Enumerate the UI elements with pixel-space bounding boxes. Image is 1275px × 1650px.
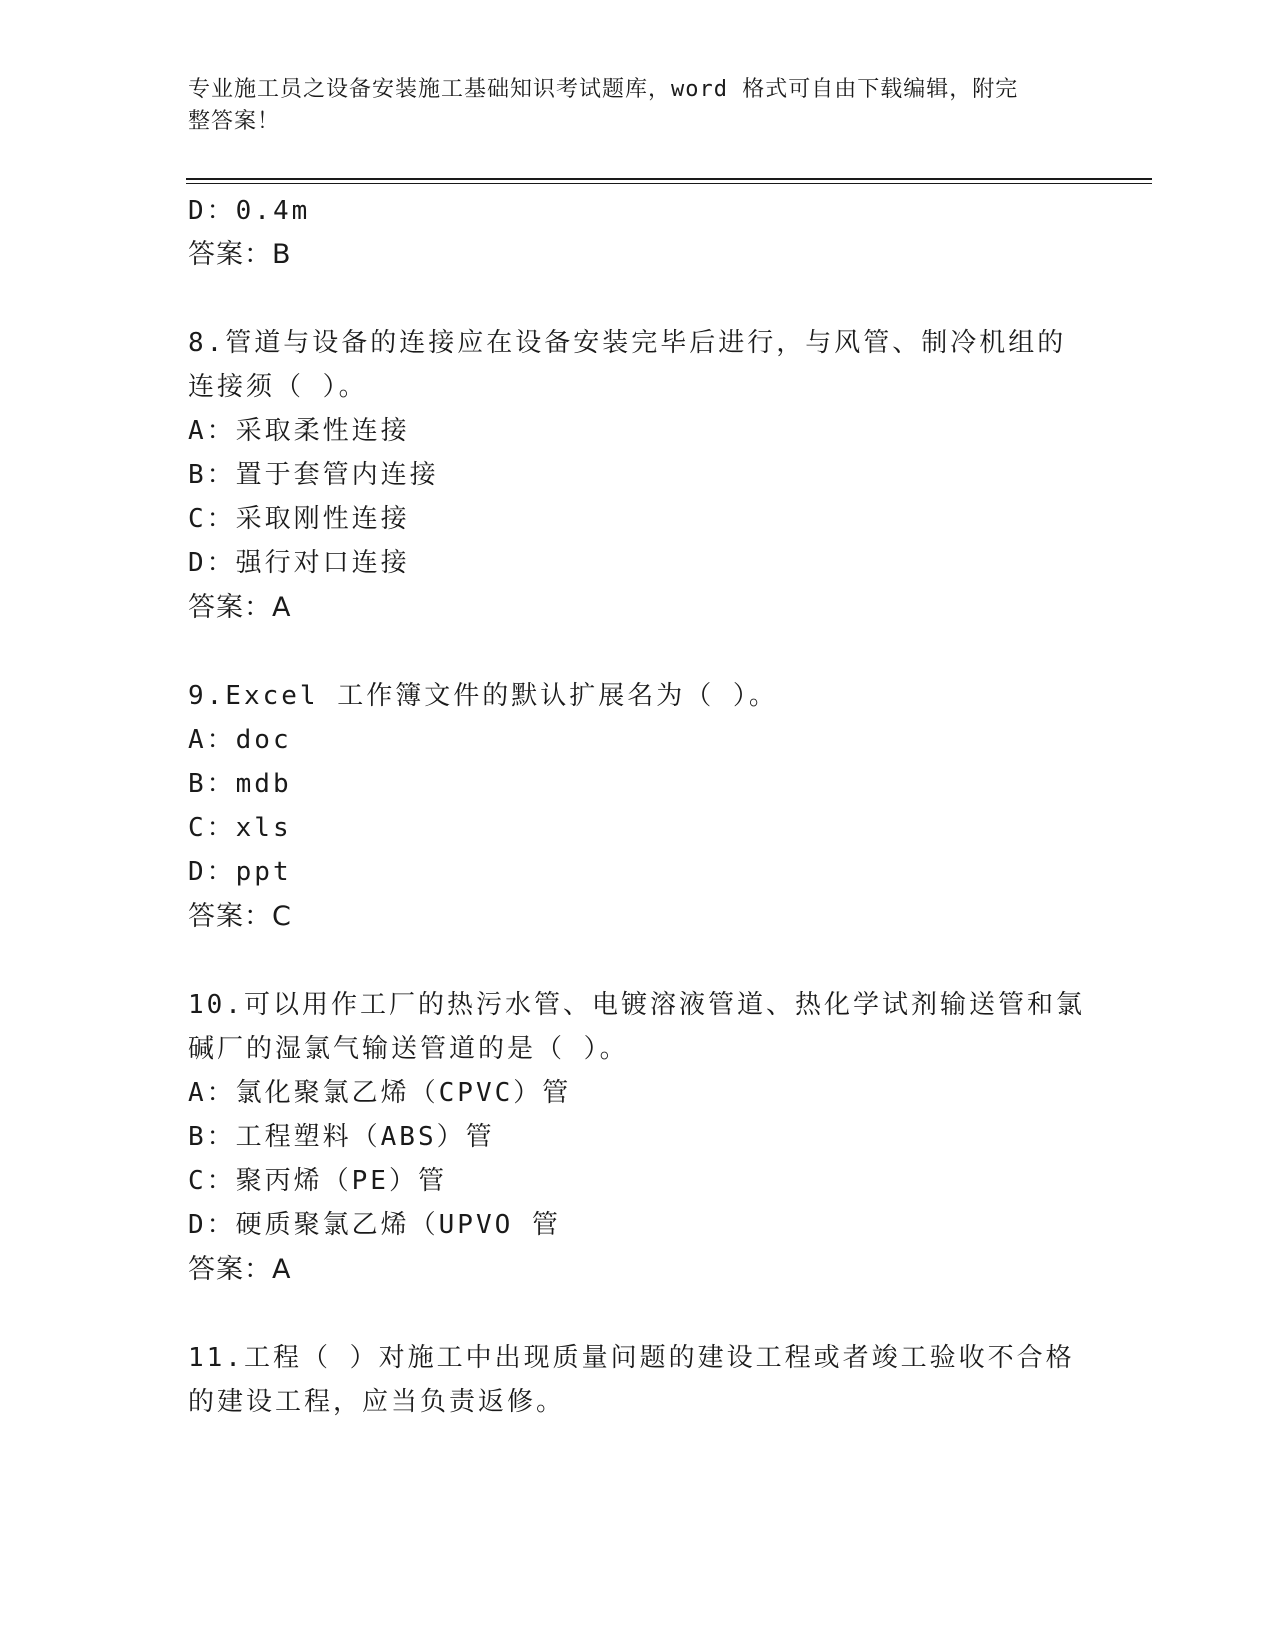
question-8-option-b: B：置于套管内连接 xyxy=(188,460,439,490)
document-header xyxy=(188,74,1068,138)
question-8-option-c: C：采取刚性连接 xyxy=(188,504,410,534)
question-10-stem-line-1: 10.可以用作工厂的热污水管、电镀溶液管道、热化学试剂输送管和氯 xyxy=(188,990,1085,1020)
header-rule-thin xyxy=(186,183,1152,184)
question-9-answer: 答案：C xyxy=(188,901,292,932)
question-9-option-d: D：ppt xyxy=(188,857,292,887)
option-d: D：0.4m xyxy=(188,196,311,226)
question-8-option-d: D：强行对口连接 xyxy=(188,548,410,578)
answer: 答案：B xyxy=(188,239,292,270)
question-9-stem: 9.Excel 工作簿文件的默认扩展名为（ ）。 xyxy=(188,681,778,711)
question-10-option-d: D：硬质聚氯乙烯（UPVO 管 xyxy=(188,1210,561,1240)
question-9-option-c: C：xls xyxy=(188,813,292,843)
question-10-stem-line-2: 碱厂的湿氯气输送管道的是（ ）。 xyxy=(188,1034,629,1064)
question-10-option-b: B：工程塑料（ABS）管 xyxy=(188,1122,495,1152)
question-9-option-a: A：doc xyxy=(188,725,292,755)
question-11-stem-line-2: 的建设工程，应当负责返修。 xyxy=(188,1387,566,1417)
header-line-2: 整答案！ xyxy=(188,109,281,134)
header-rule-thick xyxy=(186,178,1152,180)
question-10-option-c: C：聚丙烯（PE）管 xyxy=(188,1166,447,1196)
question-8-option-a: A：采取柔性连接 xyxy=(188,416,410,446)
question-9-option-b: B：mdb xyxy=(188,769,292,799)
question-11-stem-line-1: 11.工程（ ）对施工中出现质量问题的建设工程或者竣工验收不合格 xyxy=(188,1343,1075,1373)
question-10-option-a: A：氯化聚氯乙烯（CPVC）管 xyxy=(188,1078,572,1108)
question-8-answer: 答案：A xyxy=(188,592,292,623)
question-8-stem-line-2: 连接须（ ）。 xyxy=(188,372,368,402)
question-8-stem-line-1: 8.管道与设备的连接应在设备安装完毕后进行，与风管、制冷机组的 xyxy=(188,328,1067,358)
header-line-1: 专业施工员之设备安装施工基础知识考试题库，word 格式可自由下载编辑，附完 xyxy=(188,77,1019,102)
question-10-answer: 答案：A xyxy=(188,1254,292,1285)
